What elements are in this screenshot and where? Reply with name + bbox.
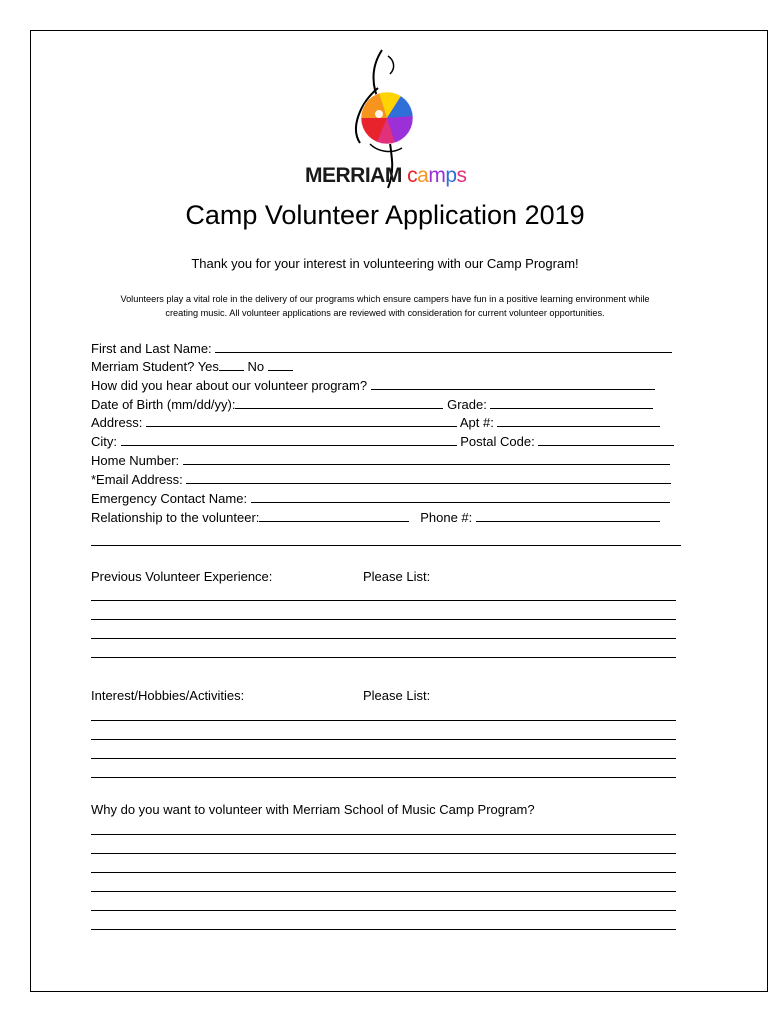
email-label: *Email Address: [91,472,183,487]
heard-row [91,376,655,393]
student-yes-line[interactable] [219,357,244,371]
why-line-5[interactable] [91,910,676,911]
intro-line-1: Volunteers play a vital role in the delivery of our programs which ensure campers have fun in a positive learning environment while [120,294,650,304]
experience-line-2[interactable] [91,619,676,620]
city-row [91,432,674,449]
interests-list-label: Please List: [363,688,431,703]
heard-label: How did you hear about our volunteer program? [91,378,368,393]
experience-line-1[interactable] [91,600,676,601]
address-label: Address: [91,415,143,430]
student-label: Merriam Student? Yes [91,359,219,374]
city-label: City: [91,434,117,449]
dob-row [91,395,653,412]
relationship-row [91,508,660,525]
grade-input-line[interactable] [490,395,653,409]
thank-you-text: Thank you for your interest in volunteering with our Camp Program! [191,256,579,271]
logo-word-camps: camps [407,164,467,187]
apt-input-line[interactable] [497,413,660,427]
experience-line-4[interactable] [91,657,676,658]
relationship-input-line[interactable] [259,508,409,522]
interests-line-2[interactable] [91,739,676,740]
relationship-label: Relationship to the volunteer: [91,510,260,525]
name-row [91,339,672,356]
home-row [91,451,670,468]
dob-input-line[interactable] [235,395,443,409]
section-divider [91,545,681,546]
intro-paragraph [95,292,675,320]
why-label: Why do you want to volunteer with Merriam School of Music Camp Program? [91,802,535,817]
interests-label: Interest/Hobbies/Activities: [91,688,245,703]
why-line-3[interactable] [91,872,676,873]
city-input-line[interactable] [121,432,457,446]
emergency-row [91,489,670,506]
logo-wordmark [305,164,475,192]
why-line-2[interactable] [91,853,676,854]
why-line-4[interactable] [91,891,676,892]
interests-line-1[interactable] [91,720,676,721]
intro-line-2: creating music. All volunteer applications are reviewed with consideration for current volunteer opportunities. [165,308,605,318]
student-no-label: No [247,359,265,374]
phone-label: Phone #: [420,510,473,525]
experience-list-label: Please List: [363,569,431,584]
heard-input-line[interactable] [371,376,655,390]
interests-line-3[interactable] [91,758,676,759]
phone-input-line[interactable] [476,508,660,522]
dob-label: Date of Birth (mm/dd/yy): [91,397,236,412]
email-input-line[interactable] [186,470,671,484]
page-title: Camp Volunteer Application 2019 [185,200,585,230]
name-input-line[interactable] [215,339,672,353]
email-row [91,470,671,487]
why-line-1[interactable] [91,834,676,835]
emergency-label: Emergency Contact Name: [91,491,248,506]
home-label: Home Number: [91,453,180,468]
postal-input-line[interactable] [538,432,674,446]
student-row [91,357,293,374]
logo-word-merriam: MERRIAM [305,164,402,187]
student-no-line[interactable] [268,357,293,371]
address-input-line[interactable] [146,413,457,427]
grade-label: Grade: [447,397,487,412]
why-line-6[interactable] [91,929,676,930]
postal-label: Postal Code: [460,434,535,449]
home-input-line[interactable] [183,451,670,465]
interests-line-4[interactable] [91,777,676,778]
experience-line-3[interactable] [91,638,676,639]
experience-label: Previous Volunteer Experience: [91,569,273,584]
emergency-input-line[interactable] [251,489,670,503]
apt-label: Apt #: [459,415,494,430]
name-label: First and Last Name: [91,341,212,356]
address-row [91,413,660,430]
